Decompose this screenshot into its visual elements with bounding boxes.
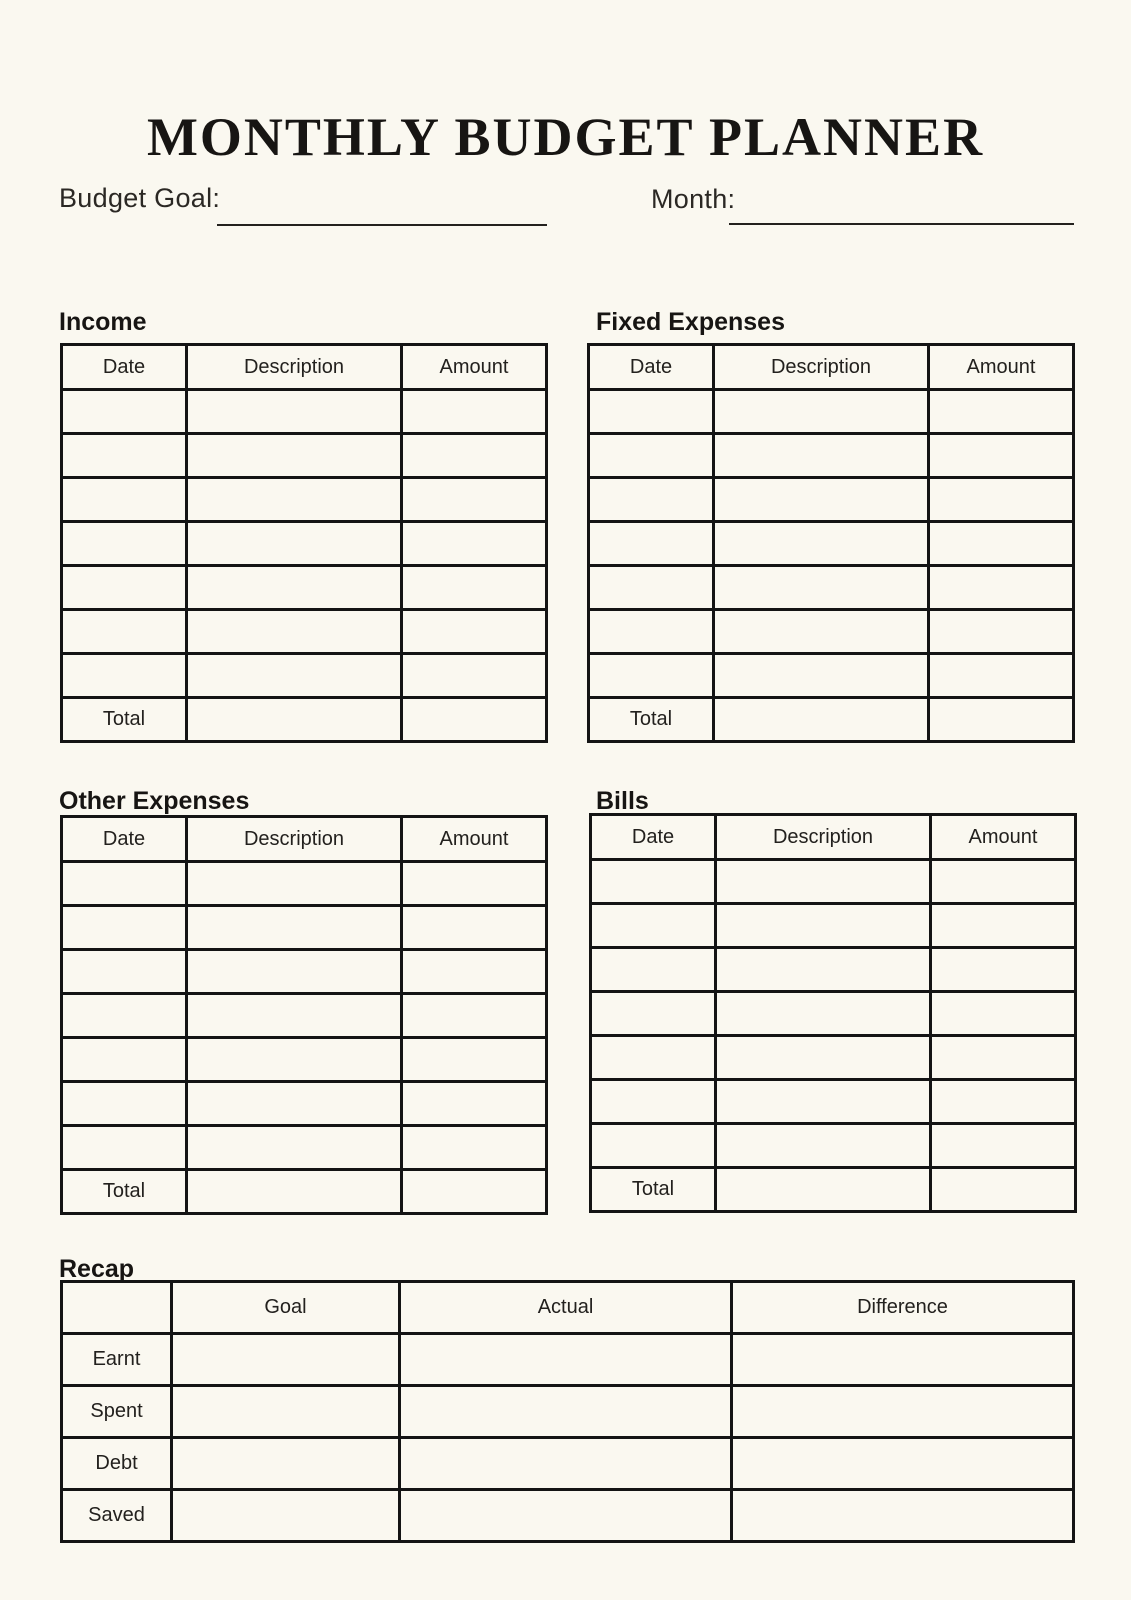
column-header: Date [62,817,187,862]
empty-cell[interactable] [402,434,547,478]
bills-section-heading: Bills [596,786,649,815]
empty-cell[interactable] [187,566,402,610]
empty-cell[interactable] [187,390,402,434]
empty-cell[interactable] [714,566,929,610]
empty-cell[interactable] [62,994,187,1038]
empty-cell[interactable] [187,1038,402,1082]
recap-corner-cell [62,1282,172,1334]
empty-cell[interactable] [402,390,547,434]
entry-row [589,478,1074,522]
entry-row [62,478,547,522]
empty-cell[interactable] [716,860,931,904]
total-row [62,1170,547,1214]
empty-cell[interactable] [187,434,402,478]
empty-cell[interactable] [591,1124,716,1168]
empty-cell[interactable] [62,950,187,994]
entry-row [62,522,547,566]
empty-cell[interactable] [402,950,547,994]
empty-cell[interactable] [62,390,187,434]
empty-cell[interactable] [714,434,929,478]
empty-cell[interactable] [400,1334,732,1386]
empty-cell[interactable] [714,522,929,566]
empty-cell[interactable] [402,862,547,906]
empty-cell[interactable] [716,1036,931,1080]
total-description-cell[interactable] [187,698,402,742]
total-description-cell[interactable] [716,1168,931,1212]
empty-cell[interactable] [714,478,929,522]
total-amount-cell[interactable] [929,698,1074,742]
column-header: Description [187,817,402,862]
total-amount-cell[interactable] [402,698,547,742]
empty-cell[interactable] [402,994,547,1038]
empty-cell[interactable] [400,1490,732,1542]
total-row [591,1168,1076,1212]
total-label: Total [62,1170,187,1214]
empty-cell[interactable] [929,610,1074,654]
empty-cell[interactable] [187,862,402,906]
total-amount-cell[interactable] [402,1170,547,1214]
empty-cell[interactable] [931,1124,1076,1168]
empty-cell[interactable] [187,994,402,1038]
empty-cell[interactable] [187,950,402,994]
empty-cell[interactable] [187,1126,402,1170]
empty-cell[interactable] [62,434,187,478]
empty-cell[interactable] [172,1490,400,1542]
entry-row [62,566,547,610]
empty-cell[interactable] [589,522,714,566]
empty-cell[interactable] [402,566,547,610]
empty-cell[interactable] [187,610,402,654]
empty-cell[interactable] [931,992,1076,1036]
column-header-row [62,345,547,390]
empty-cell[interactable] [931,904,1076,948]
total-row [62,698,547,742]
entry-row [62,906,547,950]
income-table [60,343,548,743]
empty-cell[interactable] [732,1438,1074,1490]
empty-cell[interactable] [402,906,547,950]
entry-row [62,994,547,1038]
empty-cell[interactable] [402,522,547,566]
recap-row [62,1334,1074,1386]
bills-table [589,813,1077,1213]
empty-cell[interactable] [62,522,187,566]
entry-row [62,1126,547,1170]
empty-cell[interactable] [931,1080,1076,1124]
recap-column-header: Difference [732,1282,1074,1334]
entry-row [62,654,547,698]
recap-section-heading: Recap [59,1254,135,1283]
empty-cell[interactable] [62,610,187,654]
empty-cell[interactable] [929,478,1074,522]
empty-cell[interactable] [714,390,929,434]
recap-row [62,1386,1074,1438]
empty-cell[interactable] [732,1386,1074,1438]
column-header: Date [589,345,714,390]
entry-row [62,390,547,434]
empty-cell[interactable] [172,1334,400,1386]
page-title: MONTHLY BUDGET PLANNER [146,107,985,168]
empty-cell[interactable] [62,1082,187,1126]
empty-cell[interactable] [929,522,1074,566]
empty-cell[interactable] [931,1036,1076,1080]
empty-cell[interactable] [591,948,716,992]
recap-row-label: Spent [62,1386,172,1438]
column-header: Date [591,815,716,860]
empty-cell[interactable] [591,1036,716,1080]
column-header: Amount [929,345,1074,390]
empty-cell[interactable] [931,860,1076,904]
empty-cell[interactable] [591,992,716,1036]
entry-row [589,566,1074,610]
entry-row [589,434,1074,478]
empty-cell[interactable] [929,390,1074,434]
recap-header-row [62,1282,1074,1334]
empty-cell[interactable] [929,654,1074,698]
entry-row [591,860,1076,904]
column-header: Date [62,345,187,390]
empty-cell[interactable] [402,1126,547,1170]
entry-row [591,1124,1076,1168]
empty-cell[interactable] [732,1490,1074,1542]
entry-row [591,1036,1076,1080]
total-label: Total [591,1168,716,1212]
empty-cell[interactable] [716,948,931,992]
empty-cell[interactable] [187,654,402,698]
entry-row [589,610,1074,654]
recap-row [62,1438,1074,1490]
empty-cell[interactable] [400,1438,732,1490]
column-header: Amount [402,817,547,862]
empty-cell[interactable] [589,610,714,654]
empty-cell[interactable] [929,566,1074,610]
empty-cell[interactable] [714,610,929,654]
empty-cell[interactable] [402,478,547,522]
column-header-row [591,815,1076,860]
other-expenses-table [60,815,548,1215]
empty-cell[interactable] [62,906,187,950]
empty-cell[interactable] [172,1386,400,1438]
empty-cell[interactable] [402,610,547,654]
empty-cell[interactable] [402,654,547,698]
recap-row-label: Earnt [62,1334,172,1386]
total-label: Total [62,698,187,742]
entry-row [591,948,1076,992]
empty-cell[interactable] [62,1126,187,1170]
entry-row [591,1080,1076,1124]
other-expenses-section-heading: Other Expenses [59,786,250,815]
total-amount-cell[interactable] [931,1168,1076,1212]
empty-cell[interactable] [591,1080,716,1124]
empty-cell[interactable] [716,1124,931,1168]
empty-cell[interactable] [62,1038,187,1082]
entry-row [62,950,547,994]
recap-row-label: Saved [62,1490,172,1542]
budget-goal-label: Budget Goal: [59,183,221,213]
income-section-heading: Income [59,307,147,336]
total-label: Total [589,698,714,742]
recap-row [62,1490,1074,1542]
empty-cell[interactable] [172,1438,400,1490]
empty-cell[interactable] [62,478,187,522]
empty-cell[interactable] [589,654,714,698]
column-header-row [589,345,1074,390]
empty-cell[interactable] [589,478,714,522]
entry-row [62,610,547,654]
recap-row-label: Debt [62,1438,172,1490]
fixed-expenses-section-heading: Fixed Expenses [596,307,785,336]
empty-cell[interactable] [716,992,931,1036]
recap-column-header: Goal [172,1282,400,1334]
entry-row [591,904,1076,948]
column-header: Description [714,345,929,390]
entry-row [589,654,1074,698]
column-header-row [62,817,547,862]
column-header: Description [187,345,402,390]
empty-cell[interactable] [589,390,714,434]
month-label: Month: [651,184,736,214]
empty-cell[interactable] [402,1038,547,1082]
empty-cell[interactable] [716,904,931,948]
empty-cell[interactable] [62,862,187,906]
empty-cell[interactable] [931,948,1076,992]
recap-table [60,1280,1075,1543]
entry-row [62,1082,547,1126]
empty-cell[interactable] [589,566,714,610]
entry-row [62,1038,547,1082]
total-description-cell[interactable] [714,698,929,742]
column-header: Amount [931,815,1076,860]
entry-row [591,992,1076,1036]
empty-cell[interactable] [591,860,716,904]
empty-cell[interactable] [400,1386,732,1438]
empty-cell[interactable] [732,1334,1074,1386]
budget-goal-input-line[interactable] [217,224,547,226]
empty-cell[interactable] [187,478,402,522]
empty-cell[interactable] [591,904,716,948]
empty-cell[interactable] [929,434,1074,478]
entry-row [62,862,547,906]
total-row [589,698,1074,742]
recap-column-header: Actual [400,1282,732,1334]
entry-row [62,434,547,478]
empty-cell[interactable] [589,434,714,478]
empty-cell[interactable] [62,654,187,698]
empty-cell[interactable] [62,566,187,610]
empty-cell[interactable] [402,1082,547,1126]
month-input-line[interactable] [729,223,1074,225]
empty-cell[interactable] [187,906,402,950]
fixed-expenses-table [587,343,1075,743]
empty-cell[interactable] [187,522,402,566]
entry-row [589,390,1074,434]
column-header: Description [716,815,931,860]
empty-cell[interactable] [714,654,929,698]
empty-cell[interactable] [716,1080,931,1124]
total-description-cell[interactable] [187,1170,402,1214]
empty-cell[interactable] [187,1082,402,1126]
column-header: Amount [402,345,547,390]
entry-row [589,522,1074,566]
